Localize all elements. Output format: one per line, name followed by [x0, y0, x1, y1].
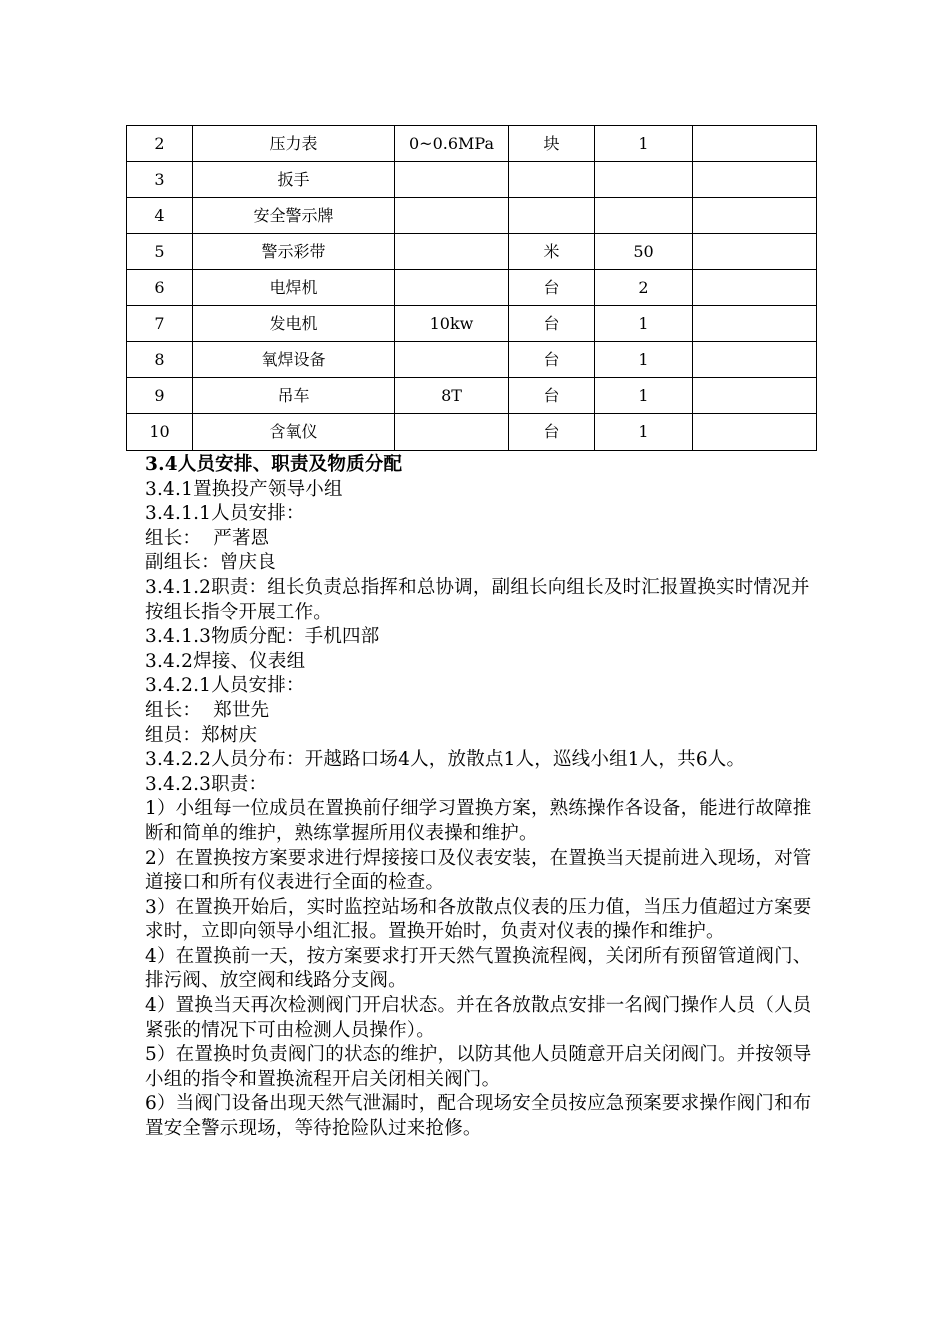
- table-row: [127, 126, 817, 162]
- cell-qty: 2: [595, 270, 693, 306]
- cell-qty: 1: [595, 378, 693, 414]
- paragraph: 3.4.2.1人员安排：: [145, 675, 305, 697]
- cell-qty: [595, 198, 693, 234]
- cell-qty: 1: [595, 126, 693, 162]
- paragraph: 3.4.1置换投产领导小组: [145, 478, 343, 500]
- cell-unit: 台: [509, 378, 595, 414]
- cell-spec: [395, 162, 509, 198]
- cell-no: 4: [127, 198, 193, 234]
- cell-qty: 50: [595, 234, 693, 270]
- cell-name: 吊车: [193, 378, 395, 414]
- cell-name: 氧焊设备: [193, 342, 395, 378]
- table-row: [127, 306, 817, 342]
- paragraph: 1）小组每一位成员在置换前仔细学习置换方案，熟练操作各设备，能进行故障推断和简单的维护，熟练掌握所用仪表操和维护。: [145, 798, 812, 844]
- cell-note: [693, 306, 817, 342]
- paragraph: 3.4.1.1人员安排：: [145, 503, 305, 525]
- cell-no: 5: [127, 234, 193, 270]
- cell-unit: 台: [509, 270, 595, 306]
- table-row: [127, 270, 817, 306]
- cell-qty: 1: [595, 414, 693, 451]
- cell-no: 8: [127, 342, 193, 378]
- cell-note: [693, 162, 817, 198]
- paragraph: 组长： 郑世先: [145, 699, 270, 721]
- cell-spec: 0~0.6MPa: [395, 126, 509, 162]
- cell-unit: 台: [509, 414, 595, 451]
- cell-unit: 米: [509, 234, 595, 270]
- table-row: [127, 198, 817, 234]
- cell-unit: 块: [509, 126, 595, 162]
- cell-name: 含氧仪: [193, 414, 395, 451]
- table-row: [127, 378, 817, 414]
- cell-name: 扳手: [193, 162, 395, 198]
- cell-unit: [509, 198, 595, 234]
- cell-unit: [509, 162, 595, 198]
- table-row: [127, 342, 817, 378]
- cell-no: 10: [127, 414, 193, 451]
- paragraph: 4）置换当天再次检测阀门开启状态。并在各放散点安排一名阀门操作人员（人员紧张的情况下可由检测人员操作）。: [145, 995, 812, 1041]
- paragraph: 2）在置换按方案要求进行焊接接口及仪表安装，在置换当天提前进入现场，对管道接口和所有仪表进行全面的检查。: [145, 847, 812, 894]
- cell-name: 警示彩带: [193, 234, 395, 270]
- cell-name: 压力表: [193, 126, 395, 162]
- table-row: [127, 162, 817, 198]
- paragraph: 3.4.1.3物质分配：手机四部: [145, 626, 380, 648]
- table-row: [127, 234, 817, 270]
- cell-qty: 1: [595, 342, 693, 378]
- cell-spec: 10kw: [395, 306, 509, 342]
- cell-note: [693, 234, 817, 270]
- cell-name: 安全警示牌: [193, 198, 395, 234]
- paragraph: 3.4.1.2职责：组长负责总指挥和总协调，副组长向组长及时汇报置换实时情况并按组长指令开展工作。: [145, 576, 810, 623]
- cell-no: 2: [127, 126, 193, 162]
- paragraph: 3.4.2焊接、仪表组: [145, 650, 306, 672]
- cell-spec: [395, 234, 509, 270]
- cell-no: 9: [127, 378, 193, 414]
- cell-no: 6: [127, 270, 193, 306]
- cell-spec: [395, 270, 509, 306]
- table-row: [127, 414, 817, 451]
- paragraph: 4）在置换前一天，按方案要求打开天然气置换流程阀，关闭所有预留管道阀门、排污阀、放空阀和线路分支阀。: [145, 945, 812, 992]
- cell-qty: [595, 162, 693, 198]
- paragraph: 组员：郑树庆: [145, 724, 258, 746]
- cell-note: [693, 342, 817, 378]
- cell-spec: [395, 414, 509, 451]
- paragraph: 3）在置换开始后，实时监控站场和各放散点仪表的压力值，当压力值超过方案要求时，立即向领导小组汇报。置换开始时，负责对仪表的操作和维护。: [145, 896, 812, 943]
- section-heading: 3.4人员安排、职责及物质分配: [145, 454, 403, 475]
- cell-name: 电焊机: [193, 270, 395, 306]
- cell-note: [693, 414, 817, 451]
- paragraph: 组长： 严著恩: [145, 527, 270, 549]
- paragraph: 5）在置换时负责阀门的状态的维护，以防其他人员随意开启关闭阀门。并按领导小组的指令和置换流程开启关闭相关阀门。: [145, 1044, 812, 1090]
- equipment-table: [126, 125, 817, 451]
- paragraph: 6）当阀门设备出现天然气泄漏时，配合现场安全员按应急预案要求操作阀门和布置安全警示现场，等待抢险队过来抢修。: [145, 1093, 812, 1140]
- paragraph: 3.4.2.2人员分布：开越路口场4人，放散点1人，巡线小组1人，共6人。: [145, 749, 746, 771]
- cell-note: [693, 270, 817, 306]
- cell-name: 发电机: [193, 306, 395, 342]
- cell-note: [693, 378, 817, 414]
- cell-unit: 台: [509, 306, 595, 342]
- equipment-table-body: [127, 126, 817, 451]
- cell-no: 7: [127, 306, 193, 342]
- cell-spec: 8T: [395, 378, 509, 414]
- cell-unit: 台: [509, 342, 595, 378]
- paragraph: 副组长：曾庆良: [145, 552, 276, 574]
- paragraph: 3.4.2.3职责：: [145, 773, 268, 795]
- cell-qty: 1: [595, 306, 693, 342]
- cell-no: 3: [127, 162, 193, 198]
- cell-spec: [395, 342, 509, 378]
- document-text: [145, 453, 815, 1142]
- cell-spec: [395, 198, 509, 234]
- cell-note: [693, 198, 817, 234]
- cell-note: [693, 126, 817, 162]
